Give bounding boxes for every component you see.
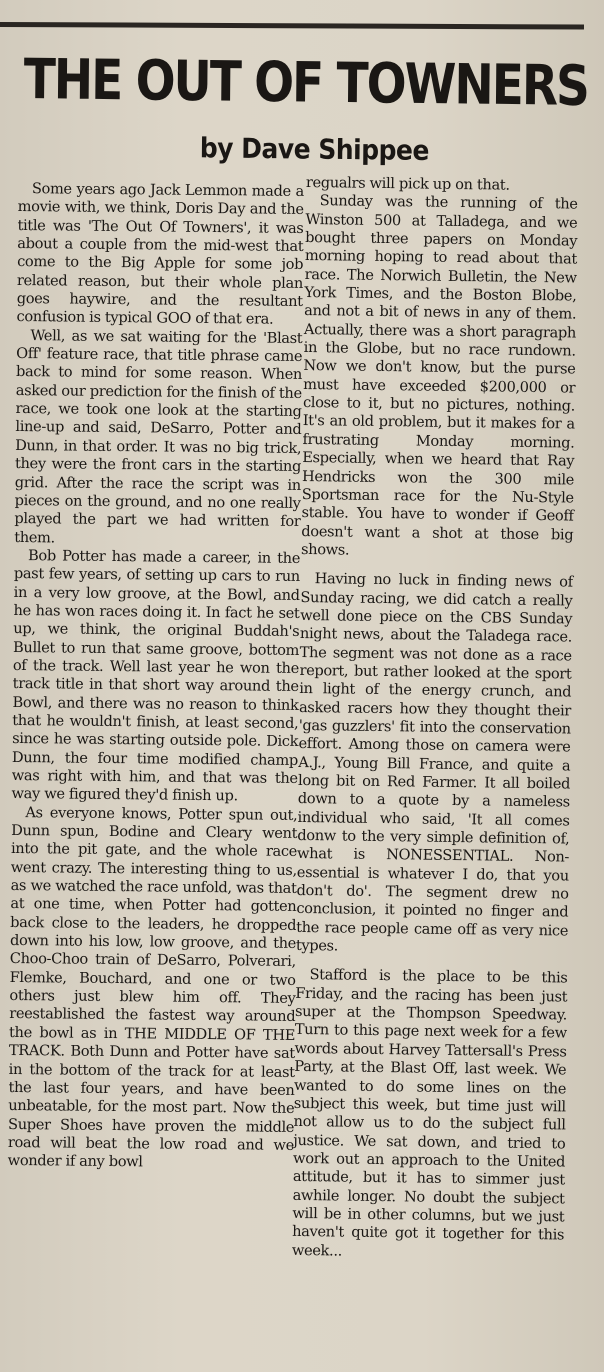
paragraph: Having no luck in finding news of Sunday racing, we did catch a really well done piece on the CBS Sunday night news, about the Taladega race. The segment was not done as a race report, but rather looked at the sport in light of the energy crunch, and asked racers how they thought their 'gas guzzlers' fit into the conservation effort. Among those on camera were A.J., Young Bill France, and quite a long bit on Red Farmer. It all boiled down to a quote by a nameless individual who said, 'It all comes donw to the very simple definition of, what is NONESSENTIAL. Non-essential is whatever I do, that you don't do'. The segment drew no conclusion, it pointed no finger and the race people came off as very nice types. bbox=[295, 570, 573, 955]
paragraph: regualrs will pick up on that. bbox=[305, 174, 510, 194]
paragraph: Sunday was the running of the Winston 500 at Talladega, and we bought three papers on Monday morning hoping to read about that race. The Norwich Bulletin, the New York Times, and the Boston Blobe, and not a bit of news in any of them. Actually, there was a short paragraph in the Globe, but no race rundown. Now we don't know, but the purse must have exceeded $200,000 or close to it, but no pictures, nothing. It's an old problem, but it makes for a frustrating Monday morning. Especially, when we heard that Ray Hendricks won the 300 mile Sportsman race for the Nu-Style stable. You have to wonder if Geoff doesn't want a shot at those big shows. bbox=[300, 192, 578, 559]
paragraph: As everyone knows, Potter spun out, Dunn spun, Bodine and Cleary went into the pit gate, and the whole race went crazy. The interesting thing to us, as we watched the race unfold, was that at one time, when Potter had gotten back close to the leaders, he dropped down into his low, low groove, and the Choo-Choo train of DeSarro, Polverari, Flemke, Bouchard, and one or two others just blew him off. They reestablished the fastest way around the bowl as in THE MIDDLE OF THE TRACK. Both Dunn and Potter have sat in the bottom of the track for at least the last four years, and have been unbeatable, for the most part. Now the Super Shoes have proven the middle road will beat the low road and we wonder if any bowl bbox=[7, 803, 298, 1171]
byline: by Dave Shippee bbox=[199, 132, 430, 167]
paragraph: Bob Potter has made a career, in the past few years, of setting up cars to run in a very low groove, at the Bowl, and he has won races doing it. In fact he set up, we think, the original Buddah's Bullet to run that same groove, bottom of the track. Well last year he won the track title in that short way around the Bowl, and there was no reason to think that he wouldn't finish, at least second, since he was starting outside pole. Dick Dunn, the four time modified champ was right with him, and that was the way we figured they'd finish up. bbox=[11, 547, 301, 805]
top-rule bbox=[0, 22, 584, 30]
right-column bbox=[292, 174, 578, 1263]
paragraph: Stafford is the place to be this Friday, and the racing has been just super at the Thompson Speedway. Turn to this page next week for a few words about Harvey Tattersall's Press Party, at the Blast Off, last week. We wanted to do some lines on the subject this week, but time just will not allow us to do the subject full justice. We sat down, and tried to work out an approach to the United attitude, but it has to simmer just awhile longer. No doubt the subject will be in other columns, but we just haven't quite got it together for this week... bbox=[291, 966, 568, 1260]
headline: THE OUT OF TOWNERS bbox=[23, 47, 589, 120]
paragraph: Some years ago Jack Lemmon made a movie with, we think, Doris Day and the title was 'The Out Of Towners', it was about a couple from the mid-west that come to the Big Apple for some job related reason, but their whole plan goes haywire, and the resultant confusion is typical GOO of that era. bbox=[16, 180, 304, 329]
paragraph: Well, as we sat waiting for the 'Blast Off' feature race, that title phrase came back to mind for some reason. When asked our prediction for the finish of the race, we took one look at the starting line-up and said, DeSarro, Potter and Dunn, in that order. It was no big trick, they were the front cars in the starting grid. After the race the script was in pieces on the ground, and no one really played the part we had written for them. bbox=[14, 326, 303, 546]
left-column bbox=[8, 180, 304, 1174]
